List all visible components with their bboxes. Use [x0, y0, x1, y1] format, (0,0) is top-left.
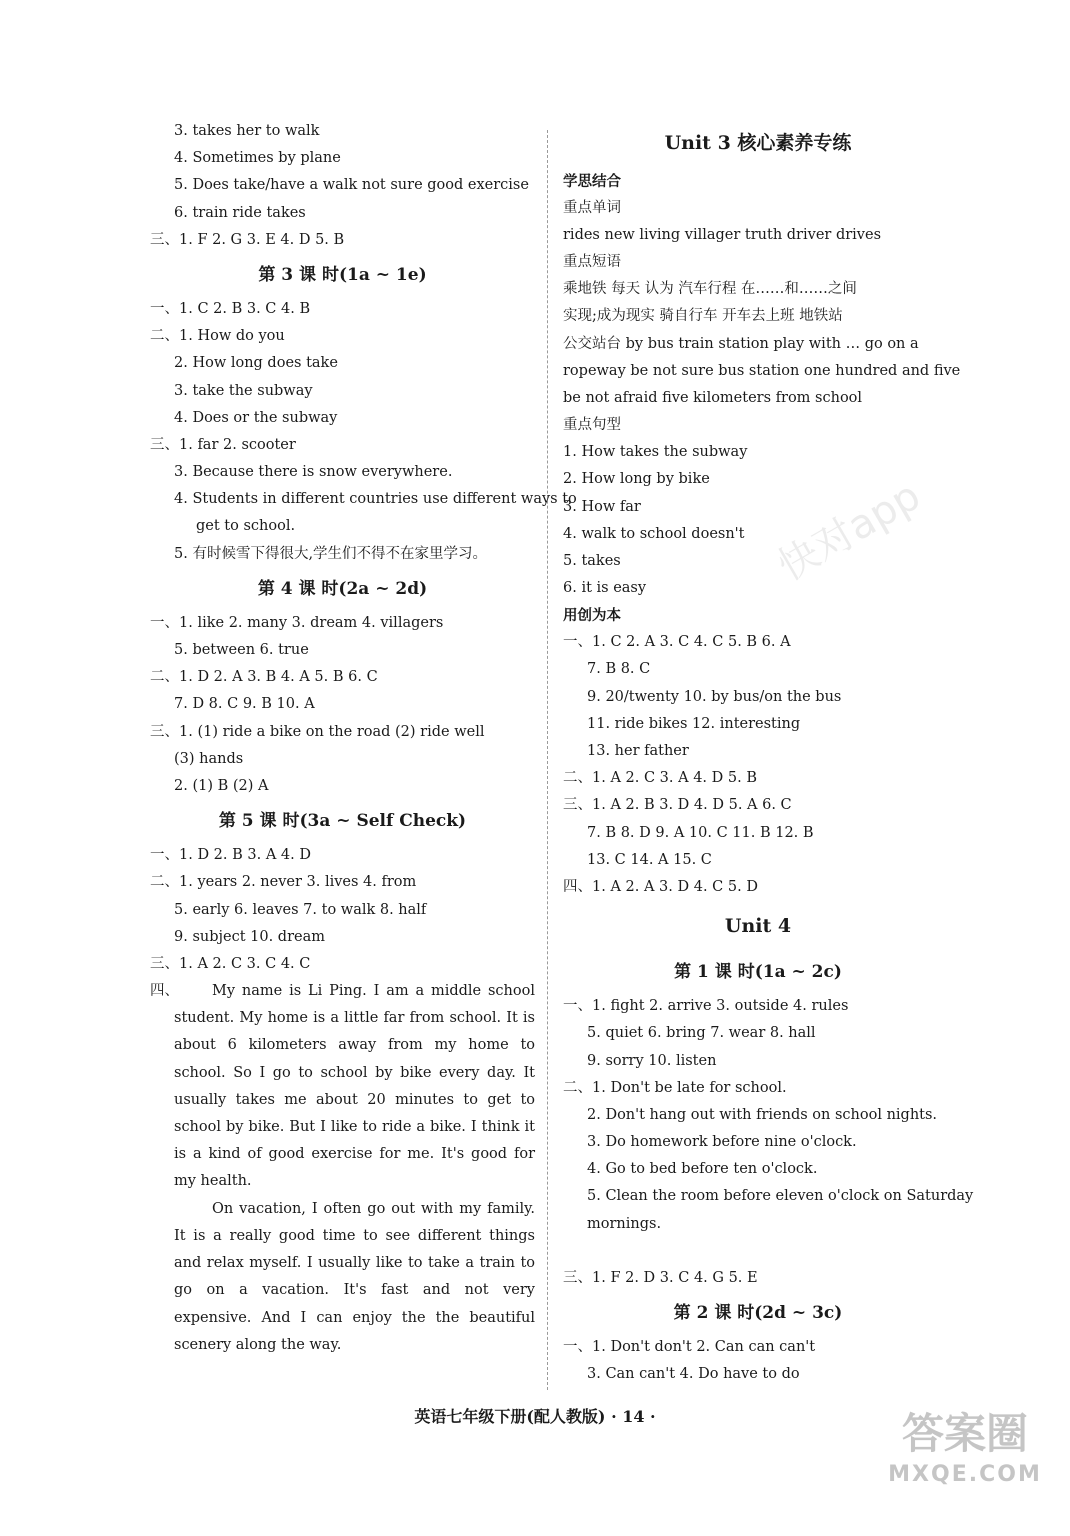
unit4-title: Unit 4: [724, 915, 792, 938]
unit4-lesson2-title: 第 2 课 时(2d ~ 3c): [673, 1303, 843, 1324]
answer-line: 公交站台 by bus train station play with … go on a: [563, 335, 919, 352]
section-label: 用创为本: [563, 607, 621, 625]
answer-line: 11. ride bikes 12. interesting: [587, 715, 801, 732]
answer-line: 7. B 8. D 9. A 10. C 11. B 12. B: [587, 824, 814, 841]
answer-line: 2. (1) B (2) A: [174, 777, 269, 794]
subsection-label: 重点句型: [563, 417, 621, 434]
answer-line: 7. D 8. C 9. B 10. A: [174, 696, 315, 713]
answer-line: 三、1. A 2. C 3. C 4. C: [150, 955, 311, 972]
answer-line: 一、1. Don't don't 2. Can can can't: [563, 1339, 816, 1356]
answer-line: 9. sorry 10. listen: [587, 1052, 717, 1069]
answer-line: 4. walk to school doesn't: [563, 525, 745, 542]
watermark: 快对app: [770, 472, 929, 591]
answer-line: 1. How takes the subway: [563, 444, 748, 461]
answer-line: 13. C 14. A 15. C: [587, 851, 712, 868]
answer-line: 乘地铁 每天 认为 汽车行程 在……和……之间: [563, 281, 857, 298]
answer-line: 5. between 6. true: [174, 642, 309, 658]
answer-line: 3. Because there is snow everywhere.: [174, 464, 453, 481]
answer-line: 二、1. D 2. A 3. B 4. A 5. B 6. C: [150, 669, 378, 686]
subsection-label: 重点单词: [563, 200, 621, 216]
answer-line: 二、1. How do you: [150, 328, 285, 345]
answer-line: 4. Sometimes by plane: [174, 150, 341, 167]
page-footer: 英语七年级下册(配人教版) · 14 ·: [414, 1407, 656, 1426]
answer-line: 四、1. A 2. A 3. D 4. C 5. D: [563, 878, 758, 895]
answer-line: be not afraid five kilometers from school: [563, 389, 863, 406]
answer-line: 13. her father: [587, 743, 689, 759]
unit4-lesson1-title: 第 1 课 时(1a ~ 2c): [674, 962, 842, 983]
answer-line: 4. Does or the subway: [174, 409, 338, 426]
answer-line: 一、1. fight 2. arrive 3. outside 4. rules: [563, 998, 849, 1015]
answer-line: 4. Students in different countries use different ways to: [174, 491, 577, 508]
answer-line: 三、1. (1) ride a bike on the road (2) ride well: [150, 723, 485, 740]
right-column: [563, 118, 974, 1389]
answer-line: 5. Does take/have a walk not sure good exercise: [174, 177, 529, 194]
answer-line: 三、1. far 2. scooter: [150, 436, 296, 453]
lesson5-title: 第 5 课 时(3a ~ Self Check): [218, 811, 467, 832]
answer-line: [563, 1238, 953, 1265]
answer-line: 一、1. C 2. A 3. C 4. C 5. B 6. A: [563, 634, 791, 651]
unit3-title: Unit 3 核心素养专练: [664, 132, 852, 154]
answer-line: 二、1. years 2. never 3. lives 4. from: [150, 874, 417, 891]
answer-line: 2. How long does take: [174, 355, 338, 372]
lesson3-title: 第 3 课 时(1a ~ 1e): [258, 264, 427, 285]
answer-line: 4. Go to bed before ten o'clock.: [587, 1161, 818, 1178]
site-stamp-logo: [880, 1406, 1050, 1516]
answer-line: 3. Can can't 4. Do have to do: [587, 1366, 800, 1383]
answer-line: 三、1. F 2. D 3. C 4. G 5. E: [563, 1270, 758, 1286]
answer-line: 2. Don't hang out with friends on school nights.: [587, 1106, 938, 1123]
answer-line: 3. take the subway: [174, 382, 313, 399]
answer-line: 二、1. A 2. C 3. A 4. D 5. B: [563, 770, 757, 787]
answer-line: 三、1. F 2. G 3. E 4. D 5. B: [150, 231, 345, 248]
answer-line: rides new living villager truth driver drives: [563, 227, 882, 243]
answer-line: 5. early 6. leaves 7. to walk 8. half: [174, 901, 427, 918]
column-divider: [547, 130, 548, 1390]
answer-line: 9. subject 10. dream: [174, 928, 325, 945]
essay-answer: [150, 978, 535, 1359]
section-label: 学思结合: [563, 173, 621, 190]
answer-line: 5. takes: [563, 552, 621, 569]
answer-line: mornings.: [587, 1215, 662, 1232]
answer-line: 5. 有时候雪下得很大,学生们不得不在家里学习。: [174, 545, 488, 562]
answer-line: 2. How long by bike: [563, 471, 710, 488]
answer-line: 5. quiet 6. bring 7. wear 8. hall: [587, 1025, 816, 1042]
answer-line: (3) hands: [174, 750, 244, 767]
answer-line: 3. takes her to walk: [174, 123, 320, 139]
answer-line: 5. Clean the room before eleven o'clock on Saturday: [587, 1188, 974, 1205]
answer-line: 6. train ride takes: [174, 204, 306, 221]
answer-line: 3. Do homework before nine o'clock.: [587, 1134, 857, 1151]
answer-line: 7. B 8. C: [587, 661, 651, 678]
left-column: [150, 118, 577, 1359]
subsection-label: 重点短语: [563, 254, 621, 271]
answer-line: get to school.: [196, 518, 296, 535]
answer-line: 二、1. Don't be late for school.: [563, 1079, 787, 1096]
answer-line: 3. How far: [563, 498, 641, 515]
answer-line: ropeway be not sure bus station one hundred and five: [563, 362, 961, 379]
essay-label: 四、: [150, 983, 179, 1000]
answer-line: 一、1. D 2. B 3. A 4. D: [150, 847, 311, 864]
answer-line: 实现;成为现实 骑自行车 开车去上班 地铁站: [563, 308, 843, 325]
answer-line: 9. 20/twenty 10. by bus/on the bus: [587, 688, 842, 705]
answer-line: 三、1. A 2. B 3. D 4. D 5. A 6. C: [563, 797, 792, 814]
lesson4-title: 第 4 课 时(2a ~ 2d): [257, 578, 428, 599]
answer-line: 6. it is easy: [563, 580, 647, 597]
stamp-title: 答案圈: [901, 1409, 1028, 1458]
essay-paragraph-2: On vacation, I often go out with my family. It is a really good time to see different things and relax myself. I usually like to take a train to go on a vacation. It's fast and not very expensive. And I can enjoy the the beautiful scenery along the way.: [174, 1200, 535, 1353]
essay-paragraph-1: My name is Li Ping. I am a middle school student. My home is a little far from school. It is about 6 kilometers away from my home to school. So I go to school by bike every day. It usually takes me about 20 minutes to get to school by bike. But I like to ride a bike. I think it is a kind of good exercise for me. It's good for my health.: [174, 983, 535, 1190]
answer-line: 一、1. like 2. many 3. dream 4. villagers: [150, 614, 444, 631]
answer-line: 一、1. C 2. B 3. C 4. B: [150, 300, 311, 317]
stamp-url: MXQE.COM: [888, 1462, 1042, 1487]
